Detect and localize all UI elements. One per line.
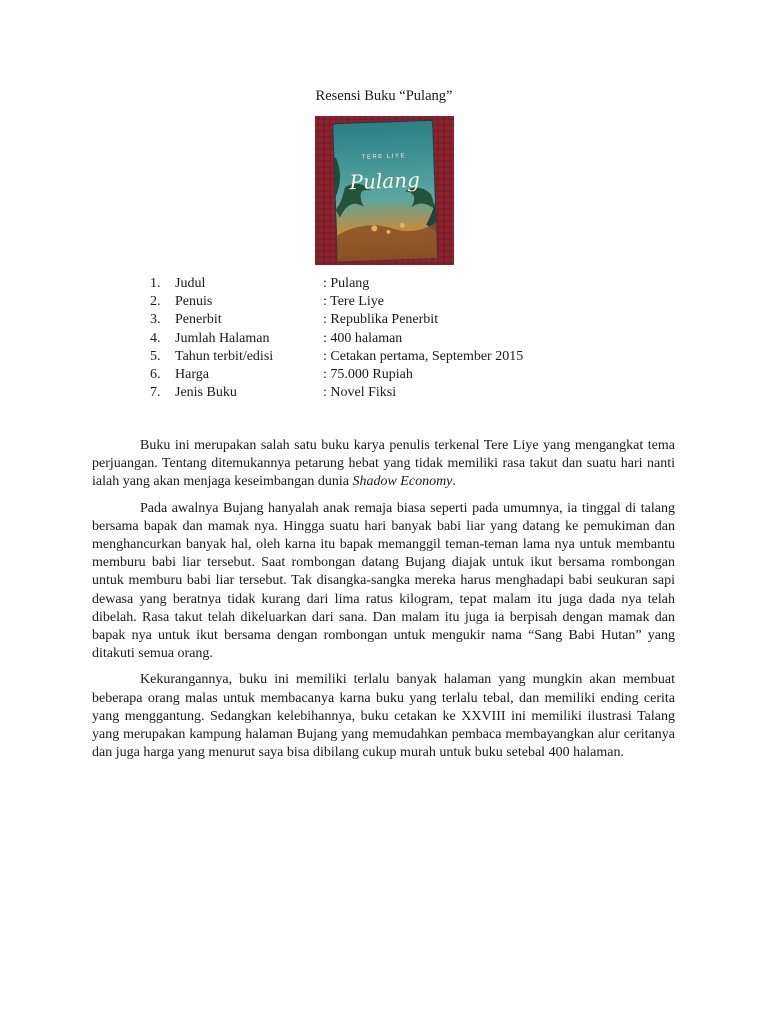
info-value: : 400 halaman bbox=[323, 330, 403, 346]
info-number: 2. bbox=[150, 294, 161, 310]
info-number: 5. bbox=[150, 348, 161, 364]
document-title: Resensi Buku “Pulang” bbox=[315, 88, 453, 104]
info-value: : Cetakan pertama, September 2015 bbox=[323, 348, 524, 364]
info-label: Harga bbox=[175, 367, 209, 383]
info-number: 7. bbox=[150, 385, 161, 401]
info-label: Jenis Buku bbox=[175, 385, 237, 401]
book-cover-lettering bbox=[315, 116, 454, 265]
info-label: Jumlah Halaman bbox=[175, 330, 270, 346]
cover-title-text: Pulang bbox=[349, 167, 421, 195]
paragraph-3: Kekurangannya, buku ini memiliki terlalu banyak halaman yang mungkin akan membuat beberapa orang malas untuk membacanya karna buku yang terlalu tebal, dan memiliki ending cerita yang menggantung. Sedangkan kelebihannya, buku cetakan ke XXVIII ini memiliki ilustrasi Talang yang merupakan kampung halaman Bujang yang memudahkan pembaca membayangkan alur ceritanya dan juga harga yang menurut saya bisa dibilang cukup murah untuk buku setebal 400 halaman. bbox=[92, 672, 675, 761]
info-value: : Pulang bbox=[323, 276, 370, 291]
info-label: Tahun terbit/edisi bbox=[175, 348, 274, 364]
info-row bbox=[150, 366, 610, 384]
info-row bbox=[150, 384, 610, 402]
info-label: Judul bbox=[175, 276, 206, 291]
info-value: : 75.000 Rupiah bbox=[323, 367, 413, 383]
cover-author-text: TERE LIYE bbox=[361, 153, 407, 161]
review-body bbox=[92, 437, 675, 770]
info-value: : Tere Liye bbox=[323, 294, 384, 310]
info-number: 3. bbox=[150, 312, 161, 328]
info-number: 6. bbox=[150, 367, 161, 383]
info-row bbox=[150, 293, 610, 311]
info-row bbox=[150, 311, 610, 329]
info-label: Penerbit bbox=[175, 312, 222, 328]
info-number: 4. bbox=[150, 330, 161, 346]
book-info-list bbox=[150, 275, 610, 402]
info-number: 1. bbox=[150, 276, 161, 291]
info-value: : Republika Penerbit bbox=[323, 312, 439, 328]
info-value: : Novel Fiksi bbox=[323, 385, 397, 401]
info-row bbox=[150, 275, 610, 293]
paragraph-1: Buku ini merupakan salah satu buku karya penulis terkenal Tere Liye yang mengangkat tema perjuangan. Tentang ditemukannya petarung hebat yang tidak memiliki rasa takut dan suatu hari nanti ialah yang akan menjaga keseimbangan dunia Shadow Economy. bbox=[92, 438, 675, 490]
info-row bbox=[150, 348, 610, 366]
info-row bbox=[150, 330, 610, 348]
info-label: Penuis bbox=[175, 294, 213, 310]
paragraph-2: Pada awalnya Bujang hanyalah anak remaja biasa seperti pada umumnya, ia tinggal di talang bersama bapak dan mamak nya. Hingga suatu hari banyak babi liar yang datang ke pemukiman dan menghancurkan banyak hal, oleh karna itu bapak memanggil teman-teman lama nya untuk membantu memburu babi liar tersebut. Saat rombongan datang Bujang diajak untuk ikut bersama rombongan untuk memburu babi liar tersebut. Tak disangka-sangka mereka harus menghadapi babi seukuran sapi dewasa yang beratnya tidak kurang dari lima ratus kilogram, tepat malam itu juga dada nya telah dibelah. Rasa takut telah dikeluarkan dari sana. Dan malam itu juga ia berpisah dengan mamak dan bapak nya untuk ikut bersama dengan rombongan untuk mengukir nama “Sang Babi Hutan” yang ditakuti semua orang. bbox=[92, 500, 675, 662]
book-cover-photo bbox=[315, 116, 454, 265]
